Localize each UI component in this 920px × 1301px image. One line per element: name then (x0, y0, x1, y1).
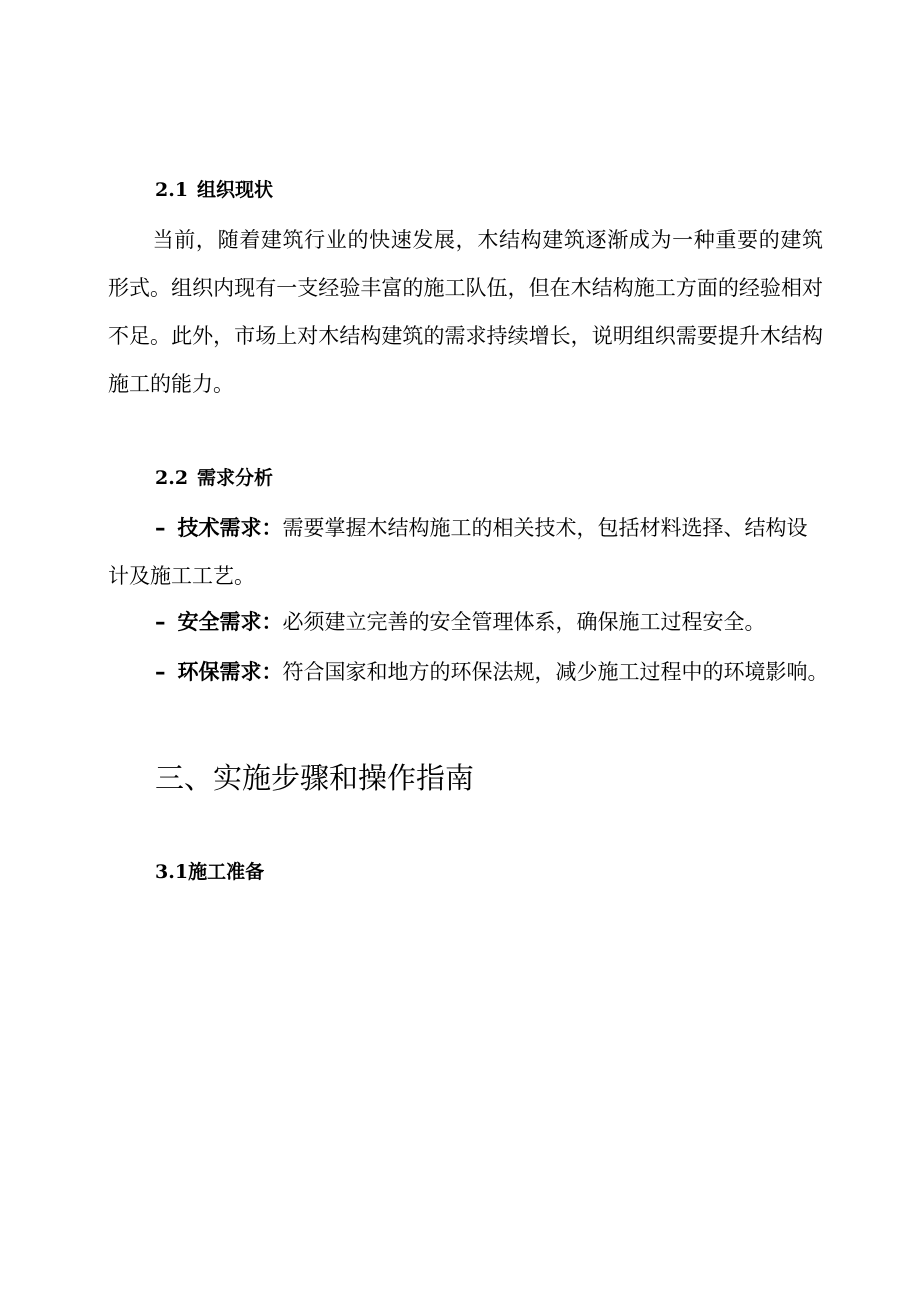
section-number: 2.1 (155, 179, 189, 201)
chapter-heading-3: 三、实施步骤和操作指南 (155, 761, 475, 795)
list-item-tech-requirement (108, 504, 823, 600)
item-text: 必须建立完善的安全管理体系，确保施工过程安全。 (282, 610, 766, 634)
section-heading-2-2 (155, 466, 273, 490)
bullet-dash: – (155, 610, 166, 634)
item-term: 环保需求： (177, 660, 283, 684)
paragraph-organization-status (108, 216, 823, 408)
list-item-environment-requirement (155, 648, 829, 696)
paragraph-text: 当前，随着建筑行业的快速发展，木结构建筑逐渐成为一种重要的建筑形式。组织内现有一支经验丰富的施工队伍，但在木结构施工方面的经验相对不足。此外，市场上对木结构建筑的需求持续增长，说明组织需要提升木结构施工的能力。 (108, 228, 823, 396)
bullet-dash: – (155, 516, 166, 540)
section-heading-2-1 (155, 178, 273, 202)
item-text: 符合国家和地方的环保法规，减少施工过程中的环境影响。 (282, 660, 829, 684)
section-number: 3.1 (155, 861, 189, 883)
section-number: 2.2 (155, 467, 189, 489)
item-term: 技术需求： (177, 516, 283, 540)
section-title: 组织现状 (197, 179, 274, 201)
list-item-safety-requirement (155, 598, 823, 646)
bullet-dash: – (155, 660, 166, 684)
section-title: 施工准备 (188, 861, 265, 883)
section-heading-3-1 (155, 860, 264, 884)
section-title: 需求分析 (197, 467, 274, 489)
item-term: 安全需求： (177, 610, 283, 634)
item-text: 需要掌握木结构施工的相关技术，包括材料选择、结构设计及施工工艺。 (108, 516, 808, 588)
